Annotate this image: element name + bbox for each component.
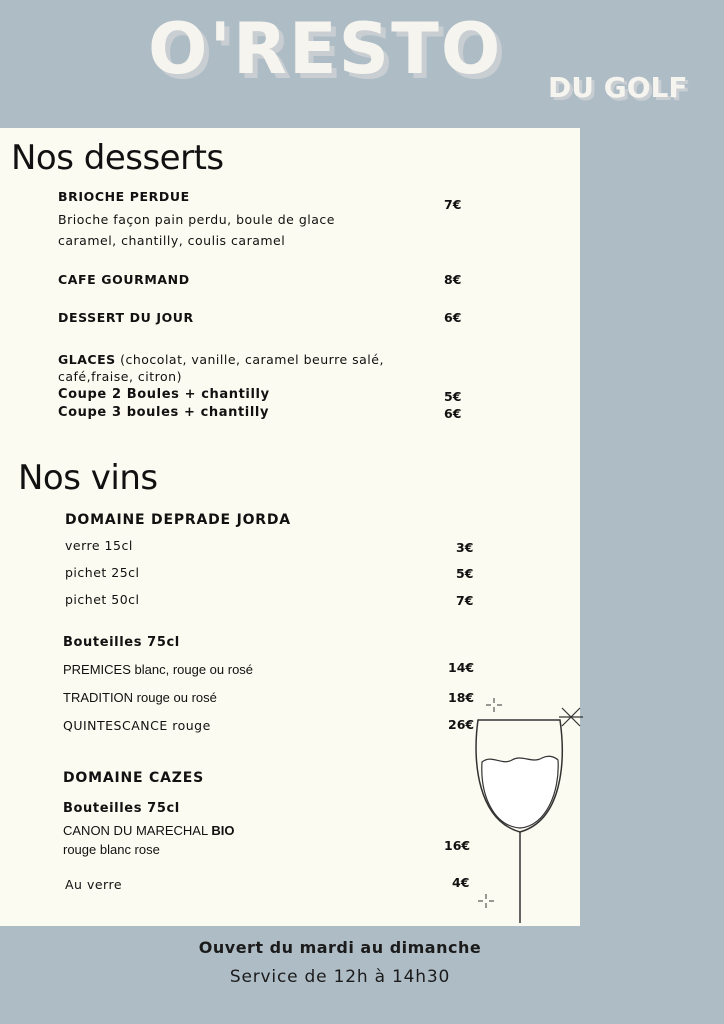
restaurant-logo: O'RESTO bbox=[148, 8, 503, 90]
service-hours: Service de 12h à 14h30 bbox=[229, 967, 451, 987]
premices-price: 14€ bbox=[448, 660, 475, 675]
coupe2-price: 5€ bbox=[444, 389, 462, 404]
verre-price: 3€ bbox=[456, 540, 474, 555]
coupe3-price: 6€ bbox=[444, 406, 462, 421]
coupe2-label: Coupe 2 Boules + chantilly bbox=[58, 387, 270, 402]
canon-bio: BIO bbox=[211, 823, 235, 838]
brioche-desc-line1: Brioche façon pain perdu, boule de glace bbox=[58, 212, 335, 227]
cafe-gourmand-name: CAFE GOURMAND bbox=[58, 272, 190, 287]
glaces-desc2: café,fraise, citron) bbox=[58, 369, 182, 384]
cazes-name: DOMAINE CAZES bbox=[63, 770, 204, 786]
verre-label: verre 15cl bbox=[65, 538, 133, 553]
canon-price: 16€ bbox=[444, 838, 471, 853]
canon-name: CANON DU MARECHAL bbox=[63, 823, 208, 838]
cazes-bouteilles: Bouteilles 75cl bbox=[63, 801, 180, 816]
brioche-name: BRIOCHE PERDUE bbox=[58, 189, 190, 204]
opening-days: Ouvert du mardi au dimanche bbox=[198, 938, 482, 957]
brioche-desc-line2: caramel, chantilly, coulis caramel bbox=[58, 233, 286, 248]
vins-title: Nos vins bbox=[18, 458, 158, 498]
glaces-line1 bbox=[58, 352, 384, 367]
coupe3-label: Coupe 3 boules + chantilly bbox=[58, 405, 270, 420]
desserts-title: Nos desserts bbox=[11, 138, 224, 178]
au-verre-label: Au verre bbox=[65, 877, 123, 892]
wine-glass-icon bbox=[466, 692, 590, 924]
pichet25-price: 5€ bbox=[456, 566, 474, 581]
pichet50-label: pichet 50cl bbox=[65, 592, 140, 607]
canon-label bbox=[63, 823, 234, 838]
pichet25-label: pichet 25cl bbox=[65, 565, 140, 580]
restaurant-logo-subtitle: DU GOLF bbox=[548, 71, 688, 104]
tradition-label: TRADITION rouge ou rosé bbox=[63, 690, 217, 705]
glaces-name: GLACES bbox=[58, 352, 116, 367]
glaces-desc1: (chocolat, vanille, caramel beurre salé, bbox=[120, 352, 384, 367]
premices-label: PREMICES blanc, rouge ou rosé bbox=[63, 662, 254, 677]
quintescance-label: QUINTESCANCE rouge bbox=[63, 718, 211, 733]
tradition-price: 18€ bbox=[448, 690, 475, 705]
au-verre-price: 4€ bbox=[452, 875, 470, 890]
pichet50-price: 7€ bbox=[456, 593, 474, 608]
cafe-gourmand-price: 8€ bbox=[444, 272, 462, 287]
deprade-bouteilles: Bouteilles 75cl bbox=[63, 635, 180, 650]
quintescance-price: 26€ bbox=[448, 717, 475, 732]
dessert-du-jour-price: 6€ bbox=[444, 310, 462, 325]
brioche-price: 7€ bbox=[444, 197, 462, 212]
deprade-name: DOMAINE DEPRADE JORDA bbox=[65, 512, 291, 528]
dessert-du-jour-name: DESSERT DU JOUR bbox=[58, 310, 194, 325]
canon-desc: rouge blanc rose bbox=[63, 842, 160, 857]
